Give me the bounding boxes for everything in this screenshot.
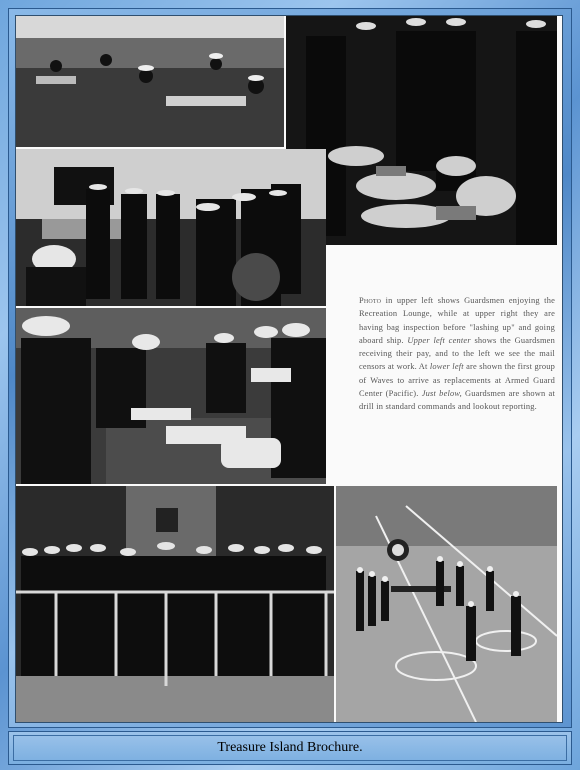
caption-italic-3: Just below, bbox=[421, 389, 462, 399]
footer-bar bbox=[8, 731, 572, 765]
photo-bag-inspection bbox=[286, 16, 557, 245]
photo-mail-censors bbox=[16, 308, 326, 484]
photo-receiving-pay bbox=[16, 149, 326, 306]
caption-text-2: shows the Guardsmen receiving their pay, and to the left we see the mail censors at work. At bbox=[359, 335, 555, 372]
photo-waves-group bbox=[16, 486, 334, 722]
caption-lead: Photo bbox=[359, 296, 382, 305]
photo-recreation-lounge bbox=[16, 16, 284, 147]
caption-italic-2: lower left bbox=[429, 362, 464, 372]
caption-text-3: are shown the first group of Waves to arrive as replacements at Armed Guard Center (Pacific). bbox=[359, 362, 555, 399]
caption-text-4: Guardsmen are shown at drill in standard commands and lookout reporting. bbox=[359, 389, 555, 412]
photo-drill bbox=[336, 486, 557, 722]
caption-text-1: in upper left shows Guardsmen enjoying the Recreation Lounge, while at upper right they are having bag inspection before "lashing up" and going aboard ship. bbox=[359, 296, 555, 345]
caption-italic-1: Upper left center bbox=[407, 335, 471, 345]
brochure-page bbox=[15, 15, 563, 723]
photo-caption bbox=[359, 294, 555, 414]
footer-title: Treasure Island Brochure. bbox=[13, 735, 567, 761]
